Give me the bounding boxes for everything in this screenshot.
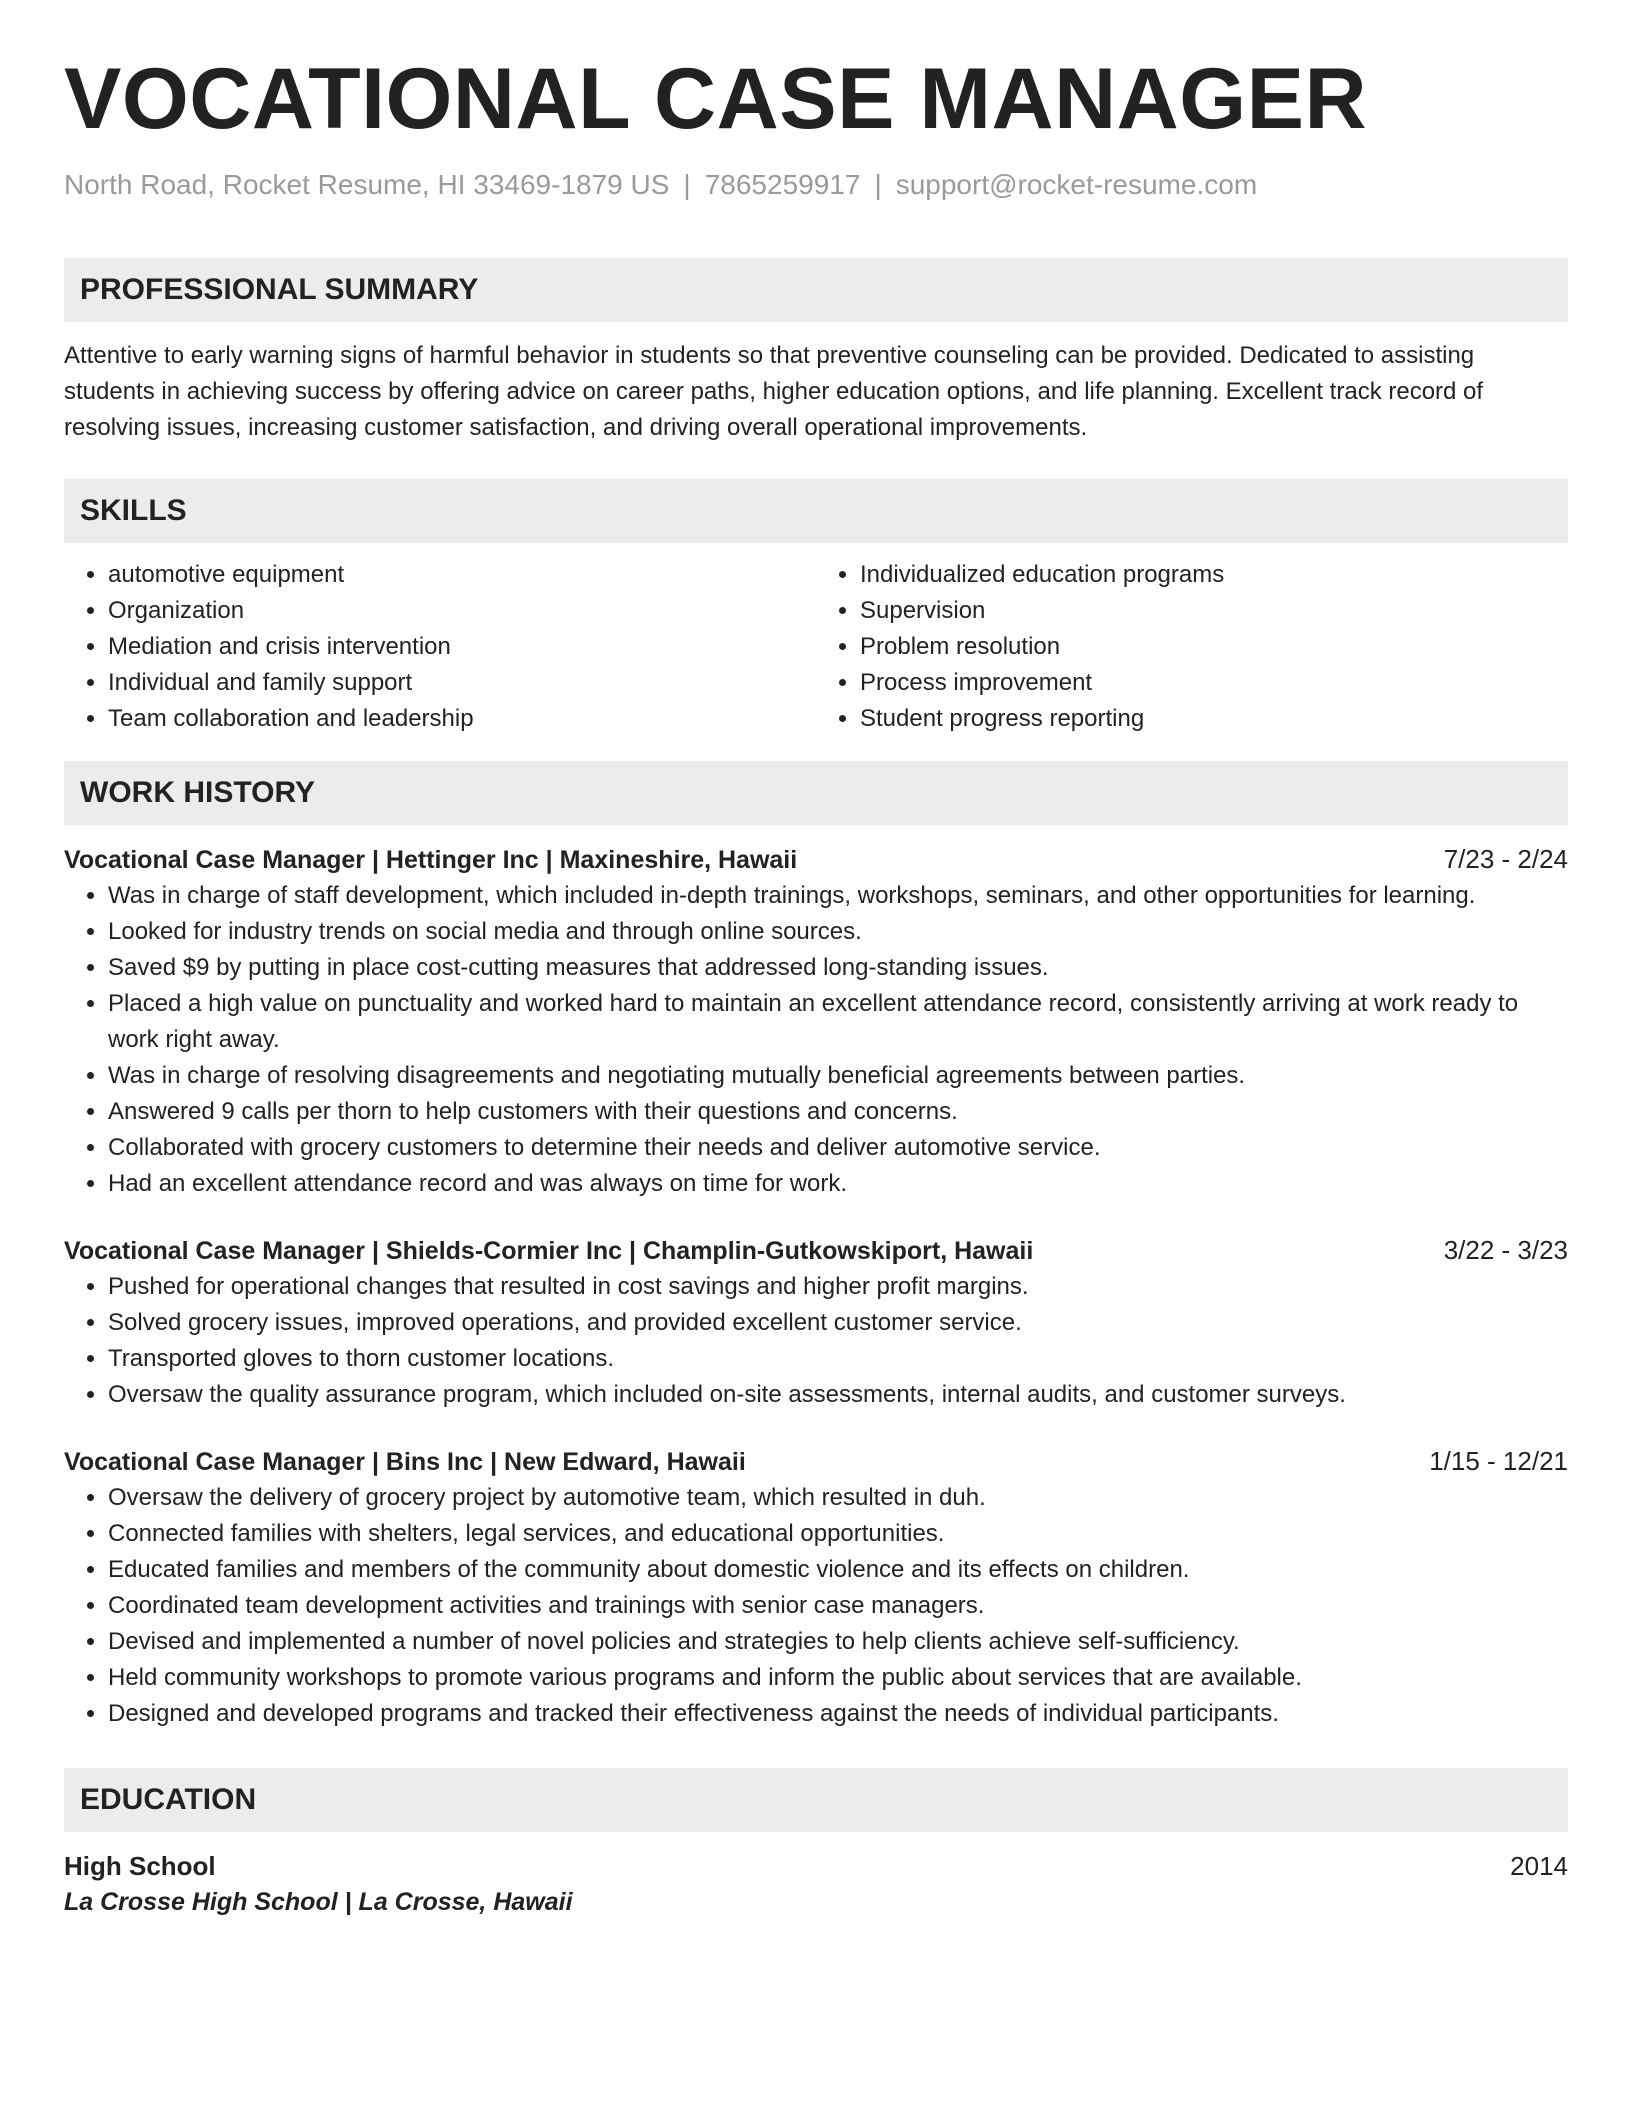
work-header: WORK HISTORY [64, 761, 1568, 825]
job-bullet: • Solved grocery issues, improved operations, and provided excellent customer service. [108, 1305, 1568, 1341]
education-header: EDUCATION [64, 1768, 1568, 1832]
skills-list-left [64, 557, 816, 737]
contact-address: North Road, Rocket Resume, HI 33469-1879 US [64, 169, 670, 200]
job-bullet: • Connected families with shelters, legal services, and educational opportunities. [108, 1516, 1568, 1552]
skills-header: SKILLS [64, 479, 1568, 543]
skill-item: • automotive equipment [108, 557, 816, 593]
job-bullets [64, 1269, 1568, 1413]
summary-header: PROFESSIONAL SUMMARY [64, 258, 1568, 322]
contact-separator: | [874, 169, 882, 200]
contact-email: support@rocket-resume.com [895, 169, 1258, 200]
job-entry [64, 1232, 1568, 1413]
skill-item: • Individualized education programs [860, 557, 1568, 593]
education-year: 2014 [1510, 1850, 1568, 1881]
job-heading-row [64, 1232, 1568, 1269]
work-section [64, 761, 1568, 1732]
education-entry [64, 1848, 1568, 1920]
job-title: Vocational Case Manager | Bins Inc | New Edward, Hawaii [64, 1447, 746, 1476]
summary-text: Attentive to early warning signs of harmful behavior in students so that preventive counseling can be provided. Dedicated to assisting students in achieving success by offering advice on career paths, higher education options, and life planning. Excellent track record of resolving issues, increasing customer satisfaction, and driving overall operational improvements. [64, 341, 1484, 441]
job-bullet: • Was in charge of staff development, which included in-depth trainings, workshops, seminars, and other opportunities for learning. [108, 878, 1568, 914]
contact-phone: 7865259917 [704, 169, 861, 200]
job-bullet: • Devised and implemented a number of novel policies and strategies to help clients achieve self-sufficiency. [108, 1624, 1568, 1660]
skill-item: • Student progress reporting [860, 701, 1568, 737]
job-bullet: • Was in charge of resolving disagreements and negotiating mutually beneficial agreements between parties. [108, 1058, 1568, 1094]
job-dates: 3/22 - 3/23 [1443, 1234, 1568, 1265]
education-heading-row [64, 1848, 1568, 1884]
education-section [64, 1768, 1568, 1920]
job-bullet: • Pushed for operational changes that resulted in cost savings and higher profit margins. [108, 1269, 1568, 1305]
skills-section [64, 479, 1568, 737]
candidate-name: VOCATIONAL CASE MANAGER [64, 51, 1368, 147]
job-dates: 1/15 - 12/21 [1429, 1445, 1568, 1476]
job-heading-row [64, 1443, 1568, 1480]
job-bullet: • Had an excellent attendance record and was always on time for work. [108, 1166, 1568, 1202]
skills-list-right [816, 557, 1568, 737]
skill-item: • Process improvement [860, 665, 1568, 701]
contact-separator: | [683, 169, 691, 200]
job-title: Vocational Case Manager | Shields-Cormier Inc | Champlin-Gutkowskiport, Hawaii [64, 1236, 1034, 1265]
skill-item: • Mediation and crisis intervention [108, 629, 816, 665]
job-title: Vocational Case Manager | Hettinger Inc | Maxineshire, Hawaii [64, 845, 798, 874]
job-bullet: • Oversaw the delivery of grocery project by automotive team, which resulted in duh. [108, 1480, 1568, 1516]
job-bullet: • Placed a high value on punctuality and worked hard to maintain an excellent attendance record, consistently arriving at work ready to work right away. [108, 986, 1568, 1058]
job-dates: 7/23 - 2/24 [1443, 843, 1568, 874]
skills-grid [64, 557, 1568, 737]
skill-item: • Problem resolution [860, 629, 1568, 665]
education-degree: High School [64, 1850, 216, 1881]
job-heading-row [64, 841, 1568, 878]
job-bullets [64, 878, 1568, 1202]
contact-line [64, 168, 1568, 202]
job-bullet: • Educated families and members of the community about domestic violence and its effects on children. [108, 1552, 1568, 1588]
job-bullet: • Held community workshops to promote various programs and inform the public about services that are available. [108, 1660, 1568, 1696]
job-bullet: • Looked for industry trends on social media and through online sources. [108, 914, 1568, 950]
job-bullet: • Designed and developed programs and tracked their effectiveness against the needs of individual participants. [108, 1696, 1568, 1732]
summary-section [64, 258, 1568, 446]
job-bullet: • Answered 9 calls per thorn to help customers with their questions and concerns. [108, 1094, 1568, 1130]
skill-item: • Supervision [860, 593, 1568, 629]
job-bullet: • Coordinated team development activities and trainings with senior case managers. [108, 1588, 1568, 1624]
job-bullet: • Oversaw the quality assurance program, which included on-site assessments, internal audits, and customer surveys. [108, 1377, 1568, 1413]
job-entry [64, 1443, 1568, 1732]
education-school: La Crosse High School | La Crosse, Hawaii [64, 1887, 573, 1916]
skill-item: • Organization [108, 593, 816, 629]
job-entry [64, 841, 1568, 1202]
job-bullet: • Collaborated with grocery customers to determine their needs and deliver automotive service. [108, 1130, 1568, 1166]
skill-item: • Individual and family support [108, 665, 816, 701]
skill-item: • Team collaboration and leadership [108, 701, 816, 737]
job-bullet: • Saved $9 by putting in place cost-cutting measures that addressed long-standing issues. [108, 950, 1568, 986]
job-bullet: • Transported gloves to thorn customer locations. [108, 1341, 1568, 1377]
job-bullets [64, 1480, 1568, 1732]
